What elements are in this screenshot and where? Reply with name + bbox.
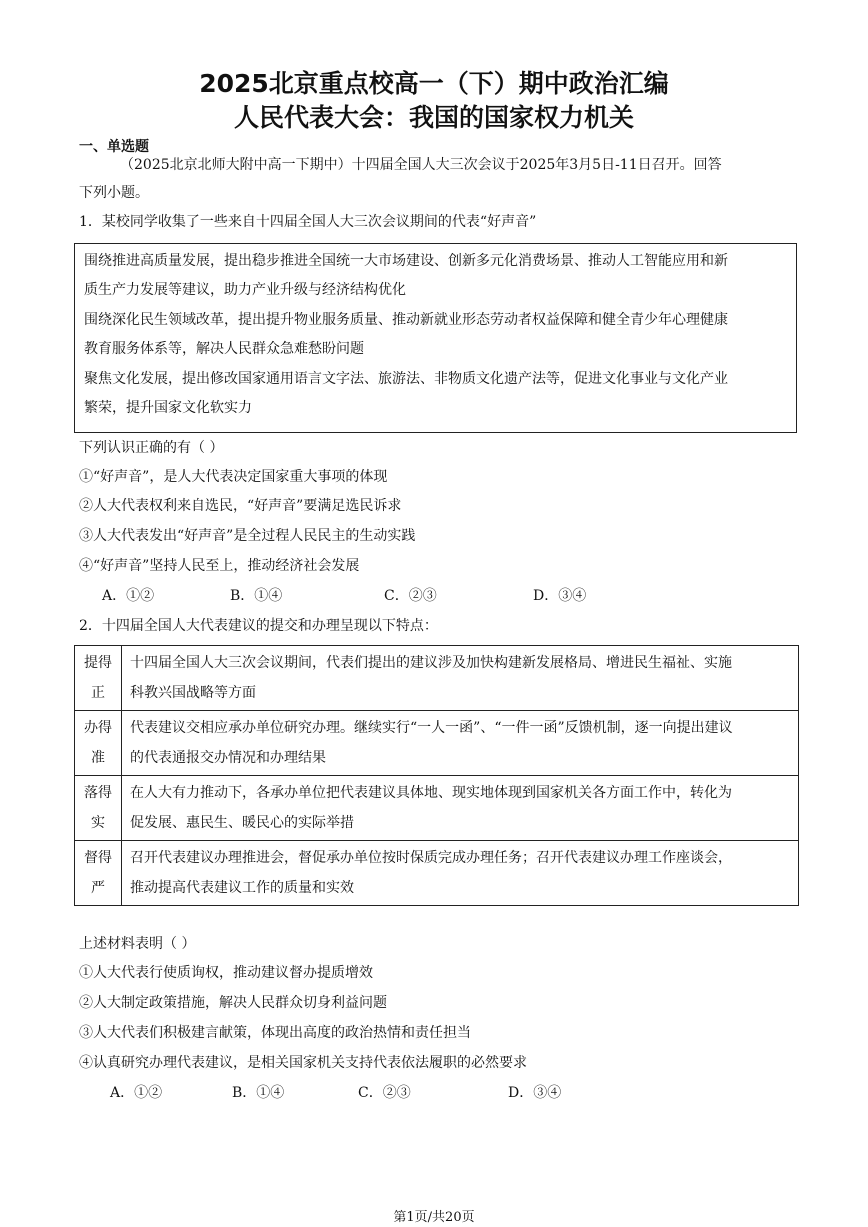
row-content-line: 的代表通报交办情况和办理结果 <box>130 750 326 766</box>
question-1-item-3: ③人大代表发出“好声音”是全过程人民民主的生动实践 <box>79 528 416 544</box>
row-header <box>75 711 122 776</box>
row-content-line: 召开代表建议办理推进会，督促承办单位按时保质完成办理任务；召开代表建议办理工作座谈会， <box>130 850 732 866</box>
row-content <box>122 711 799 776</box>
question-2-item-2: ②人大制定政策措施，解决人民群众切身利益问题 <box>79 995 387 1011</box>
question-2-item-3: ③人大代表们积极建言献策，体现出高度的政治热情和责任担当 <box>79 1025 471 1041</box>
row-header-line: 办得 <box>84 720 112 736</box>
row-header <box>75 841 122 906</box>
section-heading: 一、单选题 <box>79 139 149 155</box>
question-1-stem: 1．某校同学收集了一些来自十四届全国人大三次会议期间的代表“好声音” <box>79 214 537 230</box>
row-header-line: 落得 <box>84 785 112 801</box>
material-line: 质生产力发展等建议，助力产业升级与经济结构优化 <box>84 282 406 298</box>
material-line: 围绕推进高质量发展，提出稳步推进全国统一大市场建设、创新多元化消费场景、推动人工智能应用和新 <box>84 253 728 269</box>
row-header-line: 实 <box>91 815 105 831</box>
table-row <box>75 776 799 841</box>
question-2-stem: 2．十四届全国人大代表建议的提交和办理呈现以下特点： <box>79 618 438 634</box>
question-2-item-1: ①人大代表行使质询权，推动建议督办提质增效 <box>79 965 373 981</box>
row-header-line: 正 <box>91 685 105 701</box>
row-header-line: 严 <box>91 880 105 896</box>
question-1-item-4: ④“好声音”坚持人民至上，推动经济社会发展 <box>79 558 360 574</box>
question-1-ask: 下列认识正确的有（ ） <box>79 440 224 456</box>
option-b[interactable]: B．①④ <box>232 1085 285 1101</box>
question-1-item-1: ①“好声音”，是人大代表决定国家重大事项的体现 <box>79 469 388 485</box>
material-line: 围绕深化民生领域改革，提出提升物业服务质量、推动新就业形态劳动者权益保障和健全青少年心理健康 <box>84 312 728 328</box>
intro-line-1: （2025北京北师大附中高一下期中）十四届全国人大三次会议于2025年3月5日-11日召开。回答 <box>120 157 722 173</box>
table-row <box>75 841 799 906</box>
question-2-table <box>74 645 799 906</box>
row-content-line: 科教兴国战略等方面 <box>130 685 256 701</box>
table-row <box>75 646 799 711</box>
question-2-options <box>0 1083 868 1103</box>
option-a[interactable]: A．①② <box>102 588 155 604</box>
question-1-options <box>0 586 868 606</box>
row-content-line: 促发展、惠民生、暖民心的实际举措 <box>130 815 354 831</box>
row-content <box>122 841 799 906</box>
option-c[interactable]: C．②③ <box>384 588 437 604</box>
intro-line-2: 下列小题。 <box>79 185 149 201</box>
row-content-line: 在人大有力推动下，各承办单位把代表建议具体地、现实地体现到国家机关各方面工作中，转化为 <box>130 785 732 801</box>
row-content <box>122 646 799 711</box>
row-header <box>75 646 122 711</box>
material-paragraph <box>84 306 790 364</box>
question-2-item-4: ④认真研究办理代表建议，是相关国家机关支持代表依法履职的必然要求 <box>79 1055 527 1071</box>
question-1-material-box <box>74 243 797 433</box>
material-line: 聚焦文化发展，提出修改国家通用语言文字法、旅游法、非物质文化遗产法等，促进文化事业与文化产业 <box>84 371 728 387</box>
document-title-line2: 人民代表大会：我国的国家权力机关 <box>233 103 634 132</box>
page-number-footer: 第1页/共20页 <box>393 1210 475 1225</box>
row-header <box>75 776 122 841</box>
row-content-line: 十四届全国人大三次会议期间，代表们提出的建议涉及加快构建新发展格局、增进民生福祉、实施 <box>130 655 732 671</box>
document-title-line1: 2025北京重点校高一（下）期中政治汇编 <box>199 69 669 98</box>
row-content <box>122 776 799 841</box>
option-d[interactable]: D．③④ <box>508 1085 562 1101</box>
material-line: 繁荣，提升国家文化软实力 <box>84 400 252 416</box>
question-2-ask: 上述材料表明（ ） <box>79 936 196 952</box>
question-1-item-2: ②人大代表权利来自选民，“好声音”要满足选民诉求 <box>79 498 402 514</box>
row-header-line: 提得 <box>84 655 112 671</box>
option-c[interactable]: C．②③ <box>358 1085 411 1101</box>
option-a[interactable]: A．①② <box>110 1085 163 1101</box>
row-content-line: 推动提高代表建议工作的质量和实效 <box>130 880 354 896</box>
option-b[interactable]: B．①④ <box>230 588 283 604</box>
option-d[interactable]: D．③④ <box>533 588 587 604</box>
row-header-line: 准 <box>91 750 105 766</box>
material-paragraph <box>84 247 790 305</box>
row-content-line: 代表建议交相应承办单位研究办理。继续实行“一人一函”、“一件一函”反馈机制，逐一向提出建议 <box>130 720 733 736</box>
material-paragraph <box>84 365 790 423</box>
row-header-line: 督得 <box>84 850 112 866</box>
table-row <box>75 711 799 776</box>
material-line: 教育服务体系等，解决人民群众急难愁盼问题 <box>84 341 364 357</box>
